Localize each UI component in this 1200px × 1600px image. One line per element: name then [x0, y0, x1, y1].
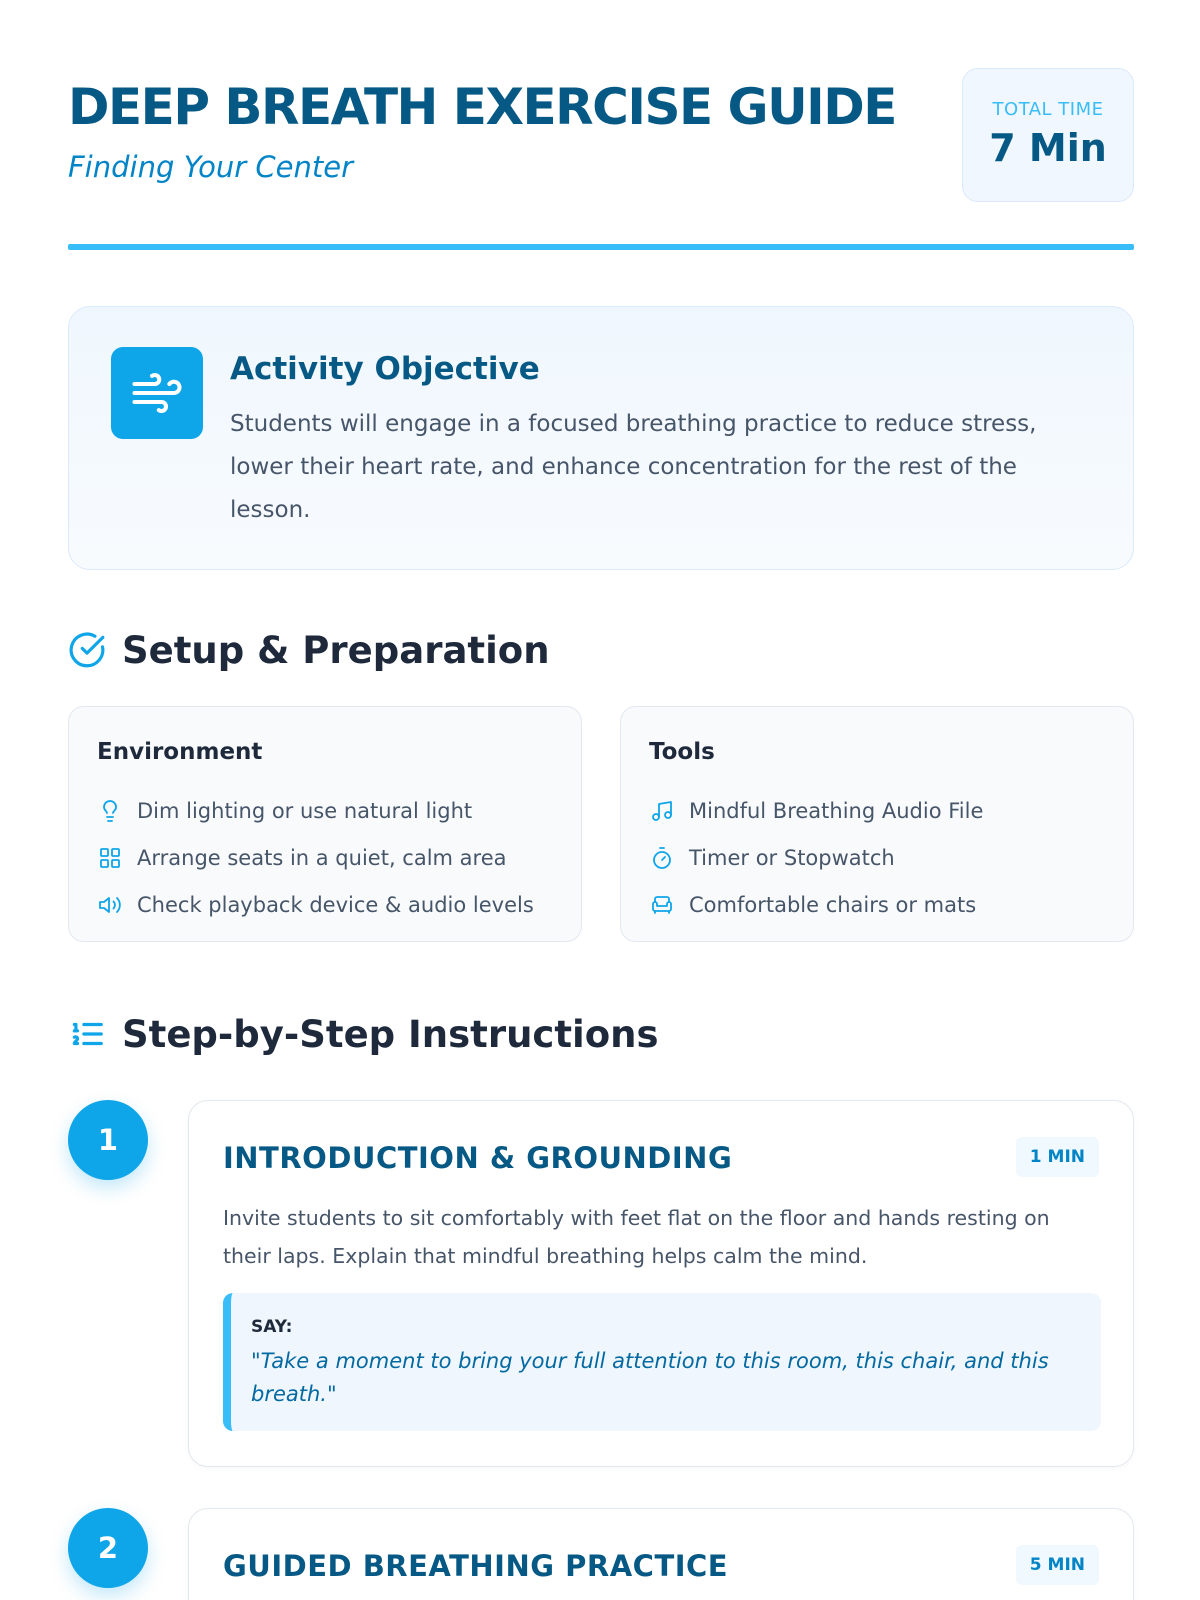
environment-list — [97, 787, 534, 928]
environment-title: Environment — [97, 739, 263, 765]
tools-title: Tools — [649, 739, 715, 765]
list-item — [649, 881, 983, 928]
step-number-badge: 2 — [68, 1508, 148, 1588]
environment-item-label: Check playback device & audio levels — [137, 892, 534, 917]
say-label: SAY: — [251, 1317, 293, 1337]
list-item — [649, 834, 983, 881]
objective-text: Students will engage in a focused breathing practice to reduce stress, lower their heart rate, and enhance concentration for the rest of the lesson. — [230, 411, 1037, 523]
step-description: Invite students to sit comfortably with feet flat on the floor and hands resting on their laps. Explain that mindful breathing helps calm the mind. — [223, 1206, 1050, 1268]
say-callout — [223, 1293, 1101, 1431]
step-number-badge: 1 — [68, 1100, 148, 1180]
environment-item-label: Arrange seats in a quiet, calm area — [137, 845, 507, 870]
environment-card — [68, 706, 582, 942]
setup-section-title: Setup & Preparation — [122, 628, 550, 672]
check-circle-icon — [68, 631, 106, 669]
numbered-list-icon — [68, 1015, 106, 1053]
environment-item-label: Dim lighting or use natural light — [137, 798, 473, 823]
tools-card — [620, 706, 1134, 942]
objective-card — [68, 306, 1134, 570]
timer-icon — [649, 845, 675, 871]
objective-title: Activity Objective — [230, 351, 540, 387]
page-subtitle: Finding Your Center — [68, 150, 353, 184]
tools-list — [649, 787, 983, 928]
speaker-icon — [97, 892, 123, 918]
step-duration-badge: 1 MIN — [1016, 1137, 1099, 1177]
step-card — [188, 1508, 1134, 1600]
say-quote: "Take a moment to bring your full attention to this room, this chair, and this breath." — [251, 1349, 1049, 1406]
instructions-section-heading — [68, 1010, 659, 1058]
list-item — [97, 834, 534, 881]
total-time-value: 7 Min — [989, 126, 1107, 170]
total-time-box — [962, 68, 1134, 202]
header-divider — [68, 244, 1134, 250]
list-item — [649, 787, 983, 834]
step-title: GUIDED BREATHING PRACTICE — [223, 1549, 729, 1583]
step-card — [188, 1100, 1134, 1467]
step-title: INTRODUCTION & GROUNDING — [223, 1141, 733, 1175]
step-duration-badge: 5 MIN — [1016, 1545, 1099, 1585]
list-item — [97, 787, 534, 834]
total-time-label: TOTAL TIME — [992, 99, 1104, 120]
instructions-section-title: Step-by-Step Instructions — [122, 1012, 659, 1056]
page-header — [68, 64, 1134, 254]
setup-section-heading — [68, 626, 550, 674]
armchair-icon — [649, 892, 675, 918]
lightbulb-icon — [97, 798, 123, 824]
grid-icon — [97, 845, 123, 871]
wind-icon — [111, 347, 203, 439]
page-title: DEEP BREATH EXERCISE GUIDE — [68, 78, 896, 136]
music-note-icon — [649, 798, 675, 824]
tools-item-label: Timer or Stopwatch — [689, 845, 895, 870]
tools-item-label: Mindful Breathing Audio File — [689, 798, 984, 823]
tools-item-label: Comfortable chairs or mats — [689, 892, 977, 917]
list-item — [97, 881, 534, 928]
